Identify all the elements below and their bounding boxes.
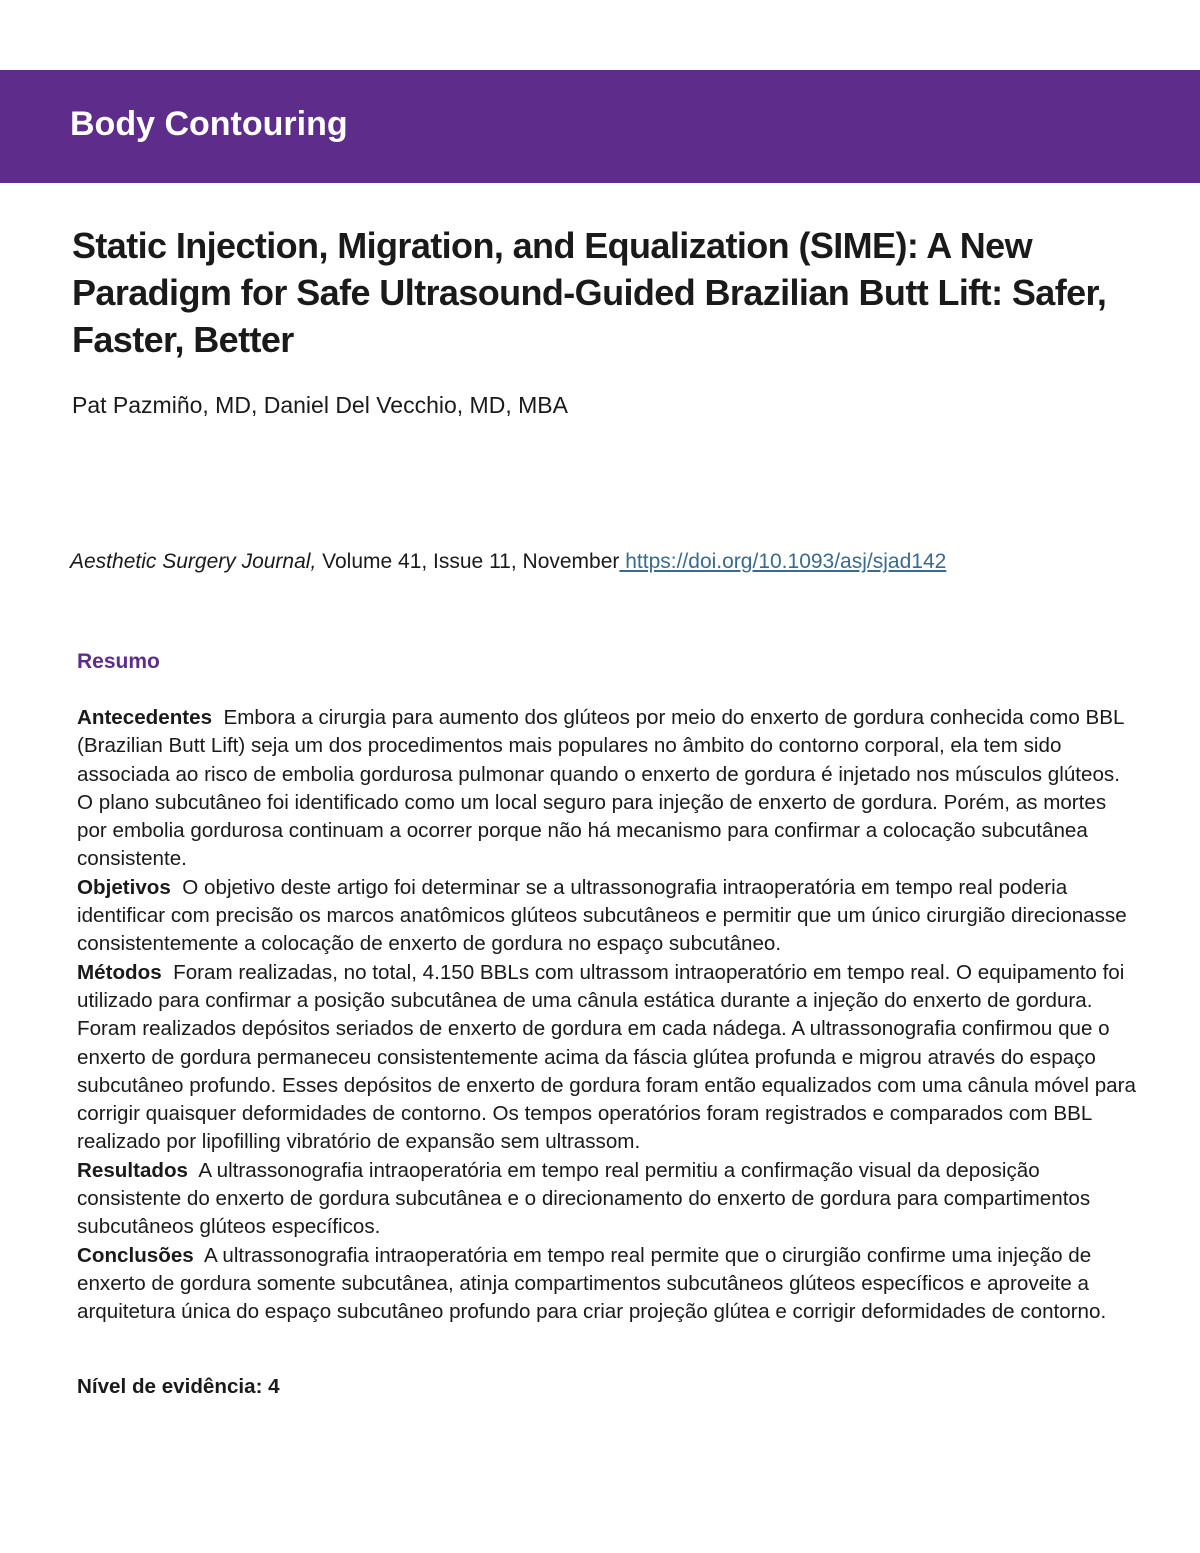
section-text: O objetivo deste artigo foi determinar se a ultrassonografia intraoperatória em tempo real poderia identificar com precisão os marcos anatômicos glúteos subcutâneos e permitir que um único cirurgião direcionasse consistentemente a colocação de enxerto de gordura no espaço subcutâneo. xyxy=(77,875,1127,956)
abstract-section-background xyxy=(77,704,1137,874)
abstract-heading: Resumo xyxy=(77,650,160,673)
section-text: A ultrassonografia intraoperatória em tempo real permite que o cirurgião confirme uma injeção de enxerto de gordura somente subcutânea, atinja compartimentos subcutâneos glúteos específicos e aproveite a arquitetura única do espaço subcutâneo profundo para criar projeção glútea e corrigir deformidades de contorno. xyxy=(77,1243,1107,1324)
section-label: Conclusões xyxy=(77,1243,194,1267)
article-title: Static Injection, Migration, and Equalization (SIME): A New Paradigm for Safe Ultrasound-Guided Brazilian Butt Lift: Safer, Faster, Better xyxy=(72,225,1107,360)
article-authors: Pat Pazmiño, MD, Daniel Del Vecchio, MD, MBA xyxy=(72,392,568,418)
section-label: Resultados xyxy=(77,1158,189,1182)
section-text: A ultrassonografia intraoperatória em tempo real permitiu a confirmação visual da deposição consistente do enxerto de gordura subcutânea e o direcionamento do enxerto de gordura para compartimentos subcutâneos glúteos específicos. xyxy=(77,1158,1091,1239)
section-text: Embora a cirurgia para aumento dos glúteos por meio do enxerto de gordura conhecida como BBL (Brazilian Butt Lift) seja um dos procedimentos mais populares no âmbito do contorno corporal, ela tem sido associada ao risco de embolia gordurosa pulmonar quando o enxerto de gordura é injetado nos músculos glúteos. O plano subcutâneo foi identificado como um local seguro para injeção de enxerto de gordura. Porém, as mortes por embolia gordurosa continuam a ocorrer porque não há mecanismo para confirmar a colocação subcutânea consistente. xyxy=(77,706,1124,871)
abstract-section-methods xyxy=(77,959,1137,1157)
section-text: Foram realizadas, no total, 4.150 BBLs com ultrassom intraoperatório em tempo real. O equipamento foi utilizado para confirmar a posição subcutânea de uma cânula estática durante a injeção do enxerto de gordura. Foram realizados depósitos seriados de enxerto de gordura em cada nádega. A ultrassonografia confirmou que o enxerto de gordura permaneceu consistentemente acima da fáscia glútea profunda e migrou através do espaço subcutâneo profundo. Esses depósitos de enxerto de gordura foram então equalizados com uma cânula móvel para corrigir quaisquer deformidades de contorno. Os tempos operatórios foram registrados e comparados com BBL realizado por lipofilling vibratório de expansão sem ultrassom. xyxy=(77,960,1136,1154)
citation xyxy=(70,548,946,576)
doi-link[interactable]: https://doi.org/10.1093/asj/sjad142 xyxy=(619,550,947,573)
abstract-body xyxy=(77,704,1137,1327)
abstract-section-conclusions xyxy=(77,1242,1137,1327)
evidence-level: Nível de evidência: 4 xyxy=(77,1375,280,1398)
section-label: Objetivos xyxy=(77,875,171,899)
section-label: Métodos xyxy=(77,960,162,984)
abstract-section-objectives xyxy=(77,874,1137,959)
section-label: Antecedentes xyxy=(77,706,213,729)
abstract-section-results xyxy=(77,1157,1137,1242)
section-title: Body Contouring xyxy=(70,105,348,143)
volume-issue: Volume 41, Issue 11, November xyxy=(316,550,620,573)
journal-name: Aesthetic Surgery Journal, xyxy=(70,550,317,573)
